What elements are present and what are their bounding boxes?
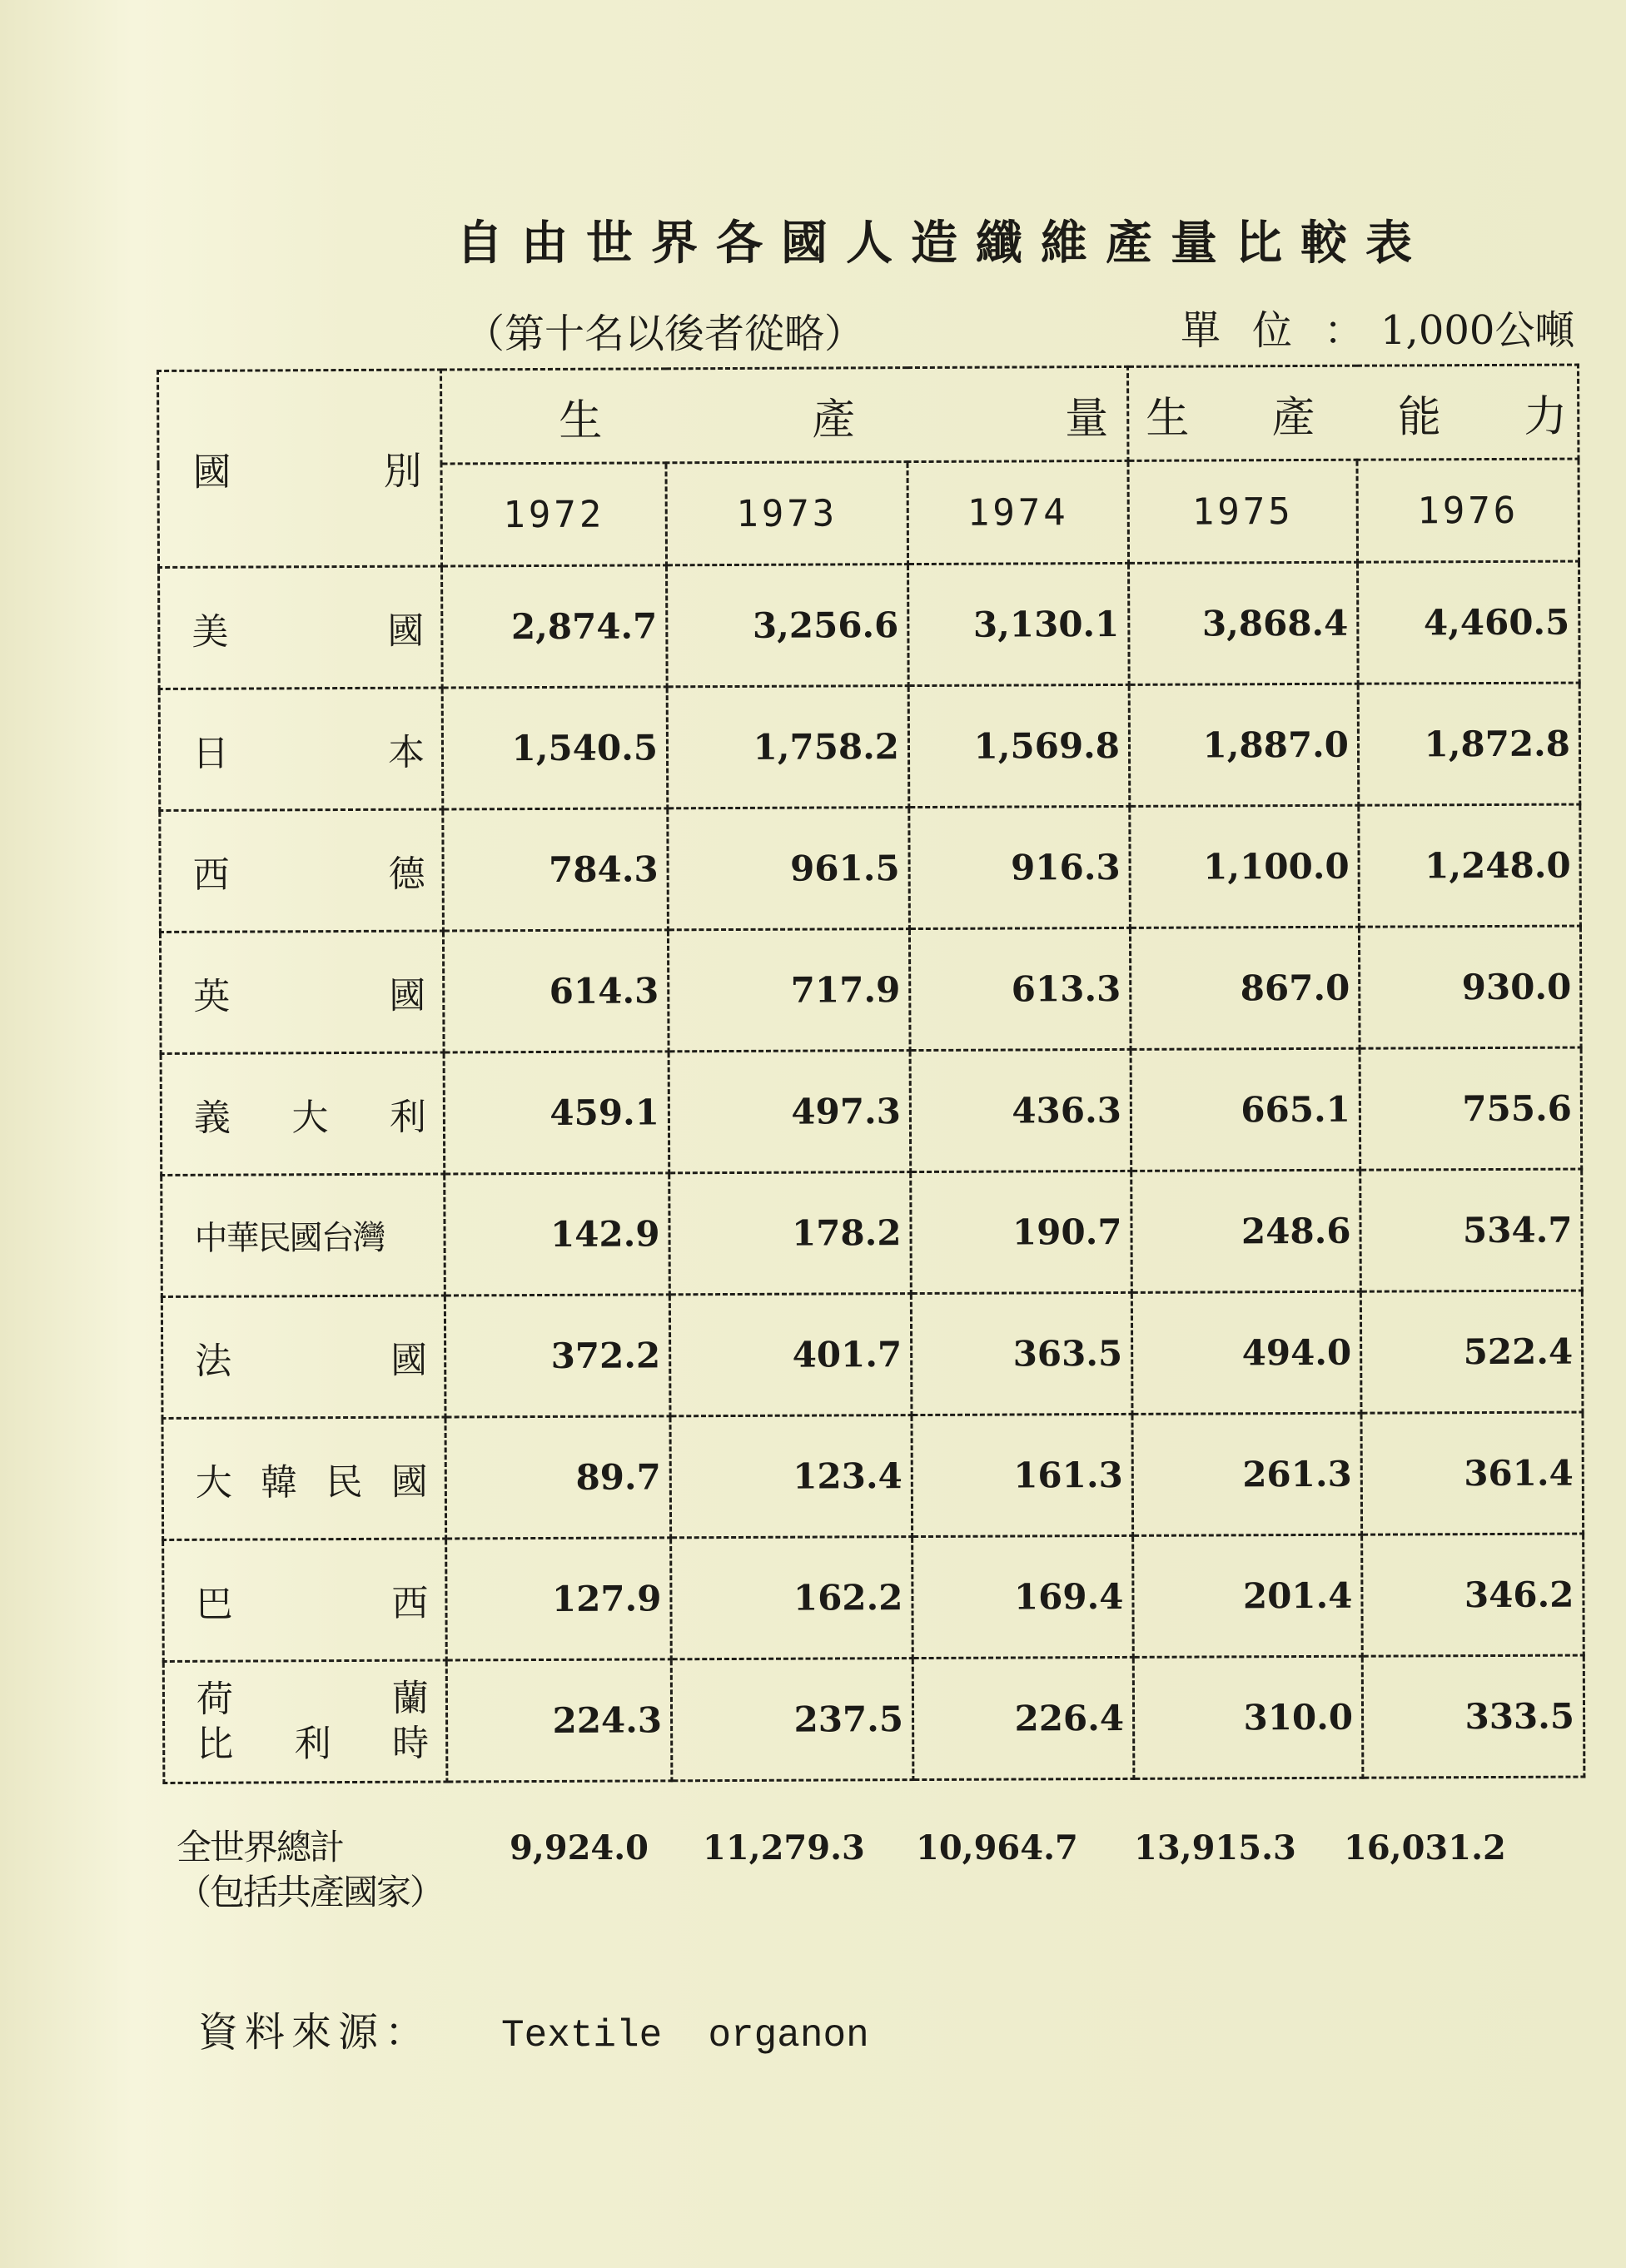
country-char: 西 (192, 853, 230, 897)
country-char: 本 (387, 731, 425, 774)
country-char: 德 (388, 853, 425, 896)
country-cell (159, 566, 443, 689)
unit-note (1181, 298, 1574, 356)
fiber-production-table (157, 364, 1585, 1784)
value-cell: 1,887.0 (1129, 684, 1359, 806)
value-cell: 127.9 (446, 1538, 672, 1660)
value-cell: 867.0 (1130, 927, 1360, 1049)
country-char: 大 (291, 1096, 329, 1139)
country-char: 利 (389, 1096, 427, 1139)
value-cell: 784.3 (443, 808, 669, 931)
country-char: 國 (390, 1339, 428, 1382)
country-char: 日 (191, 732, 230, 775)
source-value: Textile organon (501, 2014, 869, 2057)
unit-label: 單位： (1181, 307, 1396, 354)
country-char: 美 (191, 610, 229, 654)
value-cell: 522.4 (1360, 1291, 1583, 1413)
world-total-label-line1: 全世界總計 (177, 1827, 344, 1868)
value-cell: 224.3 (446, 1659, 672, 1782)
value-cell: 494.0 (1131, 1291, 1361, 1414)
value-cell: 1,100.0 (1130, 805, 1360, 928)
source-label: 資料來源： (198, 2009, 432, 2056)
value-cell: 226.4 (912, 1657, 1134, 1779)
country-char: 國 (390, 1460, 428, 1504)
country-char: 西 (391, 1582, 429, 1625)
group-header-capacity (1127, 365, 1578, 460)
country-char: 巴 (196, 1583, 233, 1626)
country-char: 比 (196, 1723, 234, 1766)
value-cell: 169.4 (912, 1535, 1134, 1658)
country-column-header (158, 370, 442, 567)
country-char: 民 (326, 1460, 363, 1504)
country-cell (160, 809, 444, 932)
table-row (160, 804, 1581, 932)
table-row (162, 1412, 1584, 1539)
table-row (163, 1655, 1584, 1783)
value-cell: 2,874.7 (442, 565, 668, 688)
country-char: 法 (195, 1340, 232, 1383)
country-char: 英 (193, 975, 231, 1018)
value-cell: 3,868.4 (1129, 562, 1359, 684)
year-header-1975: 1975 (1128, 460, 1358, 563)
year-header-1973: 1973 (666, 462, 908, 565)
value-cell: 261.3 (1132, 1413, 1362, 1535)
world-total-1976: 16,031.2 (1344, 1828, 1506, 1868)
value-cell: 717.9 (668, 929, 910, 1052)
value-cell: 930.0 (1359, 926, 1581, 1048)
table-row (160, 926, 1581, 1053)
table-row (162, 1169, 1583, 1296)
value-cell: 89.7 (445, 1416, 671, 1539)
world-total-1974: 10,964.7 (916, 1828, 1078, 1868)
header-row-groups (158, 365, 1579, 465)
header-char: 產 (1271, 392, 1315, 443)
value-cell: 1,758.2 (667, 686, 909, 808)
value-cell: 237.5 (671, 1659, 913, 1781)
country-cell (160, 931, 444, 1053)
value-cell: 333.5 (1362, 1655, 1584, 1778)
header-char: 生 (1146, 393, 1190, 444)
value-cell: 3,130.1 (908, 563, 1130, 685)
value-cell: 178.2 (669, 1172, 912, 1295)
value-cell: 361.4 (1361, 1412, 1584, 1534)
value-cell: 755.6 (1360, 1047, 1582, 1170)
value-cell: 665.1 (1131, 1048, 1360, 1171)
country-name: 中華民國台灣 (194, 1218, 385, 1258)
country-char: 國 (387, 609, 425, 653)
value-cell: 201.4 (1133, 1534, 1363, 1657)
country-char: 蘭 (391, 1677, 430, 1720)
year-header-1974: 1974 (907, 460, 1129, 564)
table-row (163, 1534, 1584, 1661)
value-cell: 310.0 (1133, 1656, 1363, 1778)
country-char: 韓 (261, 1460, 298, 1504)
country-cell (159, 688, 443, 810)
country-cell (162, 1296, 445, 1418)
subtitle-note: （第十名以後者從略） (465, 311, 865, 357)
country-cell (163, 1539, 447, 1661)
header-char: 量 (1065, 393, 1109, 444)
country-char: 大 (195, 1461, 232, 1505)
value-cell: 190.7 (911, 1171, 1132, 1293)
table-row (162, 1291, 1583, 1418)
world-total-label (177, 1825, 443, 1915)
world-total-1975: 13,915.3 (1134, 1828, 1296, 1868)
value-cell: 1,248.0 (1359, 804, 1581, 927)
header-char: 別 (383, 448, 422, 494)
world-total-1972: 9,924.0 (510, 1828, 649, 1868)
value-cell: 162.2 (671, 1537, 913, 1659)
country-cell (163, 1660, 447, 1783)
value-cell: 1,872.8 (1358, 683, 1580, 805)
country-cell (162, 1174, 445, 1296)
country-char: 時 (392, 1722, 430, 1765)
header-char: 產 (812, 394, 856, 445)
group-header-production (441, 366, 1128, 464)
header-char: 力 (1524, 391, 1568, 442)
country-char: 義 (193, 1097, 231, 1140)
table-row (159, 683, 1580, 810)
country-char: 荷 (196, 1678, 234, 1721)
world-total-label-line2: （包括共產國家） (177, 1872, 444, 1912)
header-char: 國 (192, 449, 231, 495)
value-cell: 436.3 (910, 1049, 1131, 1171)
value-cell: 4,460.5 (1358, 561, 1580, 684)
table-row (159, 561, 1580, 689)
value-cell: 1,569.8 (908, 684, 1130, 807)
country-cell (161, 1052, 445, 1175)
country-char: 國 (389, 974, 426, 1017)
world-total-1973: 11,279.3 (703, 1828, 865, 1868)
unit-value: 1,000 (1380, 307, 1495, 354)
value-cell: 161.3 (912, 1414, 1133, 1536)
value-cell: 614.3 (443, 930, 669, 1052)
value-cell: 401.7 (669, 1294, 912, 1416)
value-cell: 248.6 (1131, 1170, 1361, 1292)
header-char: 生 (559, 395, 603, 446)
value-cell: 497.3 (669, 1051, 911, 1173)
value-cell: 459.1 (444, 1052, 669, 1174)
page-title: 自由世界各國人造纖維產量比較表 (456, 216, 1430, 271)
value-cell: 613.3 (909, 928, 1131, 1050)
data-source (198, 2000, 869, 2057)
value-cell: 3,256.6 (667, 565, 909, 687)
country-cell (162, 1417, 446, 1539)
year-header-1976: 1976 (1357, 459, 1579, 562)
value-cell: 916.3 (909, 806, 1131, 928)
value-cell: 363.5 (911, 1292, 1132, 1415)
country-char: 利 (294, 1722, 331, 1765)
value-cell: 534.7 (1360, 1169, 1583, 1291)
value-cell: 1,540.5 (442, 687, 668, 809)
header-char: 能 (1397, 391, 1442, 442)
table-row (161, 1047, 1582, 1175)
value-cell: 372.2 (445, 1295, 670, 1417)
value-cell: 346.2 (1362, 1534, 1584, 1656)
unit-name: 公噸 (1494, 307, 1575, 354)
value-cell: 123.4 (670, 1415, 912, 1538)
year-header-1972: 1972 (441, 463, 667, 566)
value-cell: 961.5 (668, 808, 910, 930)
value-cell: 142.9 (445, 1173, 670, 1296)
